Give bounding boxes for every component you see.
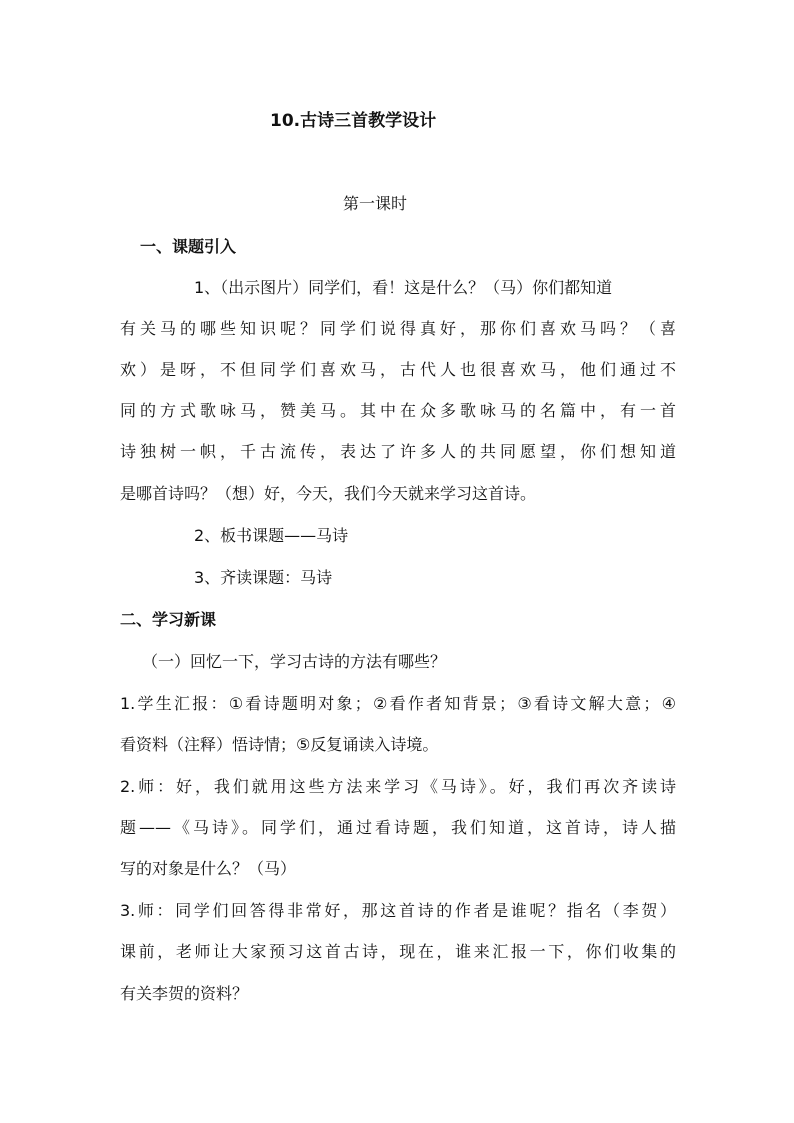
paragraph-line: 课前，老师让大家预习这首古诗，现在，谁来汇报一下，你们收集的 bbox=[120, 942, 676, 961]
paragraph-line: 写的对象是什么？（马） bbox=[120, 859, 297, 878]
paragraph-line: 题——《马诗》。同学们，通过看诗题，我们知道，这首诗，诗人描 bbox=[120, 818, 676, 837]
paragraph-line: 有关李贺的资料？ bbox=[120, 984, 249, 1003]
document-title: 10.古诗三首教学设计 bbox=[270, 111, 437, 131]
paragraph-line: 1.学生汇报：①看诗题明对象；②看作者知背景；③看诗文解大意；④ bbox=[120, 694, 676, 713]
subheading: （一）回忆一下，学习古诗的方法有哪些？ bbox=[142, 652, 447, 671]
paragraph-line: 3.师：同学们回答得非常好，那这首诗的作者是谁呢？指名（李贺） bbox=[120, 901, 676, 920]
section-heading-new-lesson: 二、学习新课 bbox=[120, 610, 217, 629]
paragraph-line: 有关马的哪些知识呢？同学们说得真好，那你们喜欢马吗？（喜 bbox=[120, 319, 676, 338]
section-heading-intro: 一、课题引入 bbox=[140, 237, 237, 256]
paragraph-line: 1、（出示图片）同学们，看！这是什么？（马）你们都知道 bbox=[194, 278, 613, 297]
paragraph-line: 是哪首诗吗？（想）好，今天，我们今天就来学习这首诗。 bbox=[120, 484, 537, 503]
paragraph-line: 3、齐读课题：马诗 bbox=[194, 568, 333, 587]
paragraph-line: 诗独树一帜，千古流传，表达了许多人的共同愿望，你们想知道 bbox=[120, 442, 676, 461]
paragraph-line: 欢）是呀，不但同学们喜欢马，古代人也很喜欢马，他们通过不 bbox=[120, 360, 676, 379]
paragraph-line: 2.师：好，我们就用这些方法来学习《马诗》。好，我们再次齐读诗 bbox=[120, 777, 676, 796]
paragraph-line: 2、板书课题——马诗 bbox=[194, 526, 349, 545]
paragraph-line: 看资料（注释）悟诗情；⑤反复诵读入诗境。 bbox=[120, 735, 439, 754]
lesson-label: 第一课时 bbox=[343, 194, 408, 213]
paragraph-line: 同的方式歌咏马，赞美马。其中在众多歌咏马的名篇中，有一首 bbox=[120, 401, 676, 420]
